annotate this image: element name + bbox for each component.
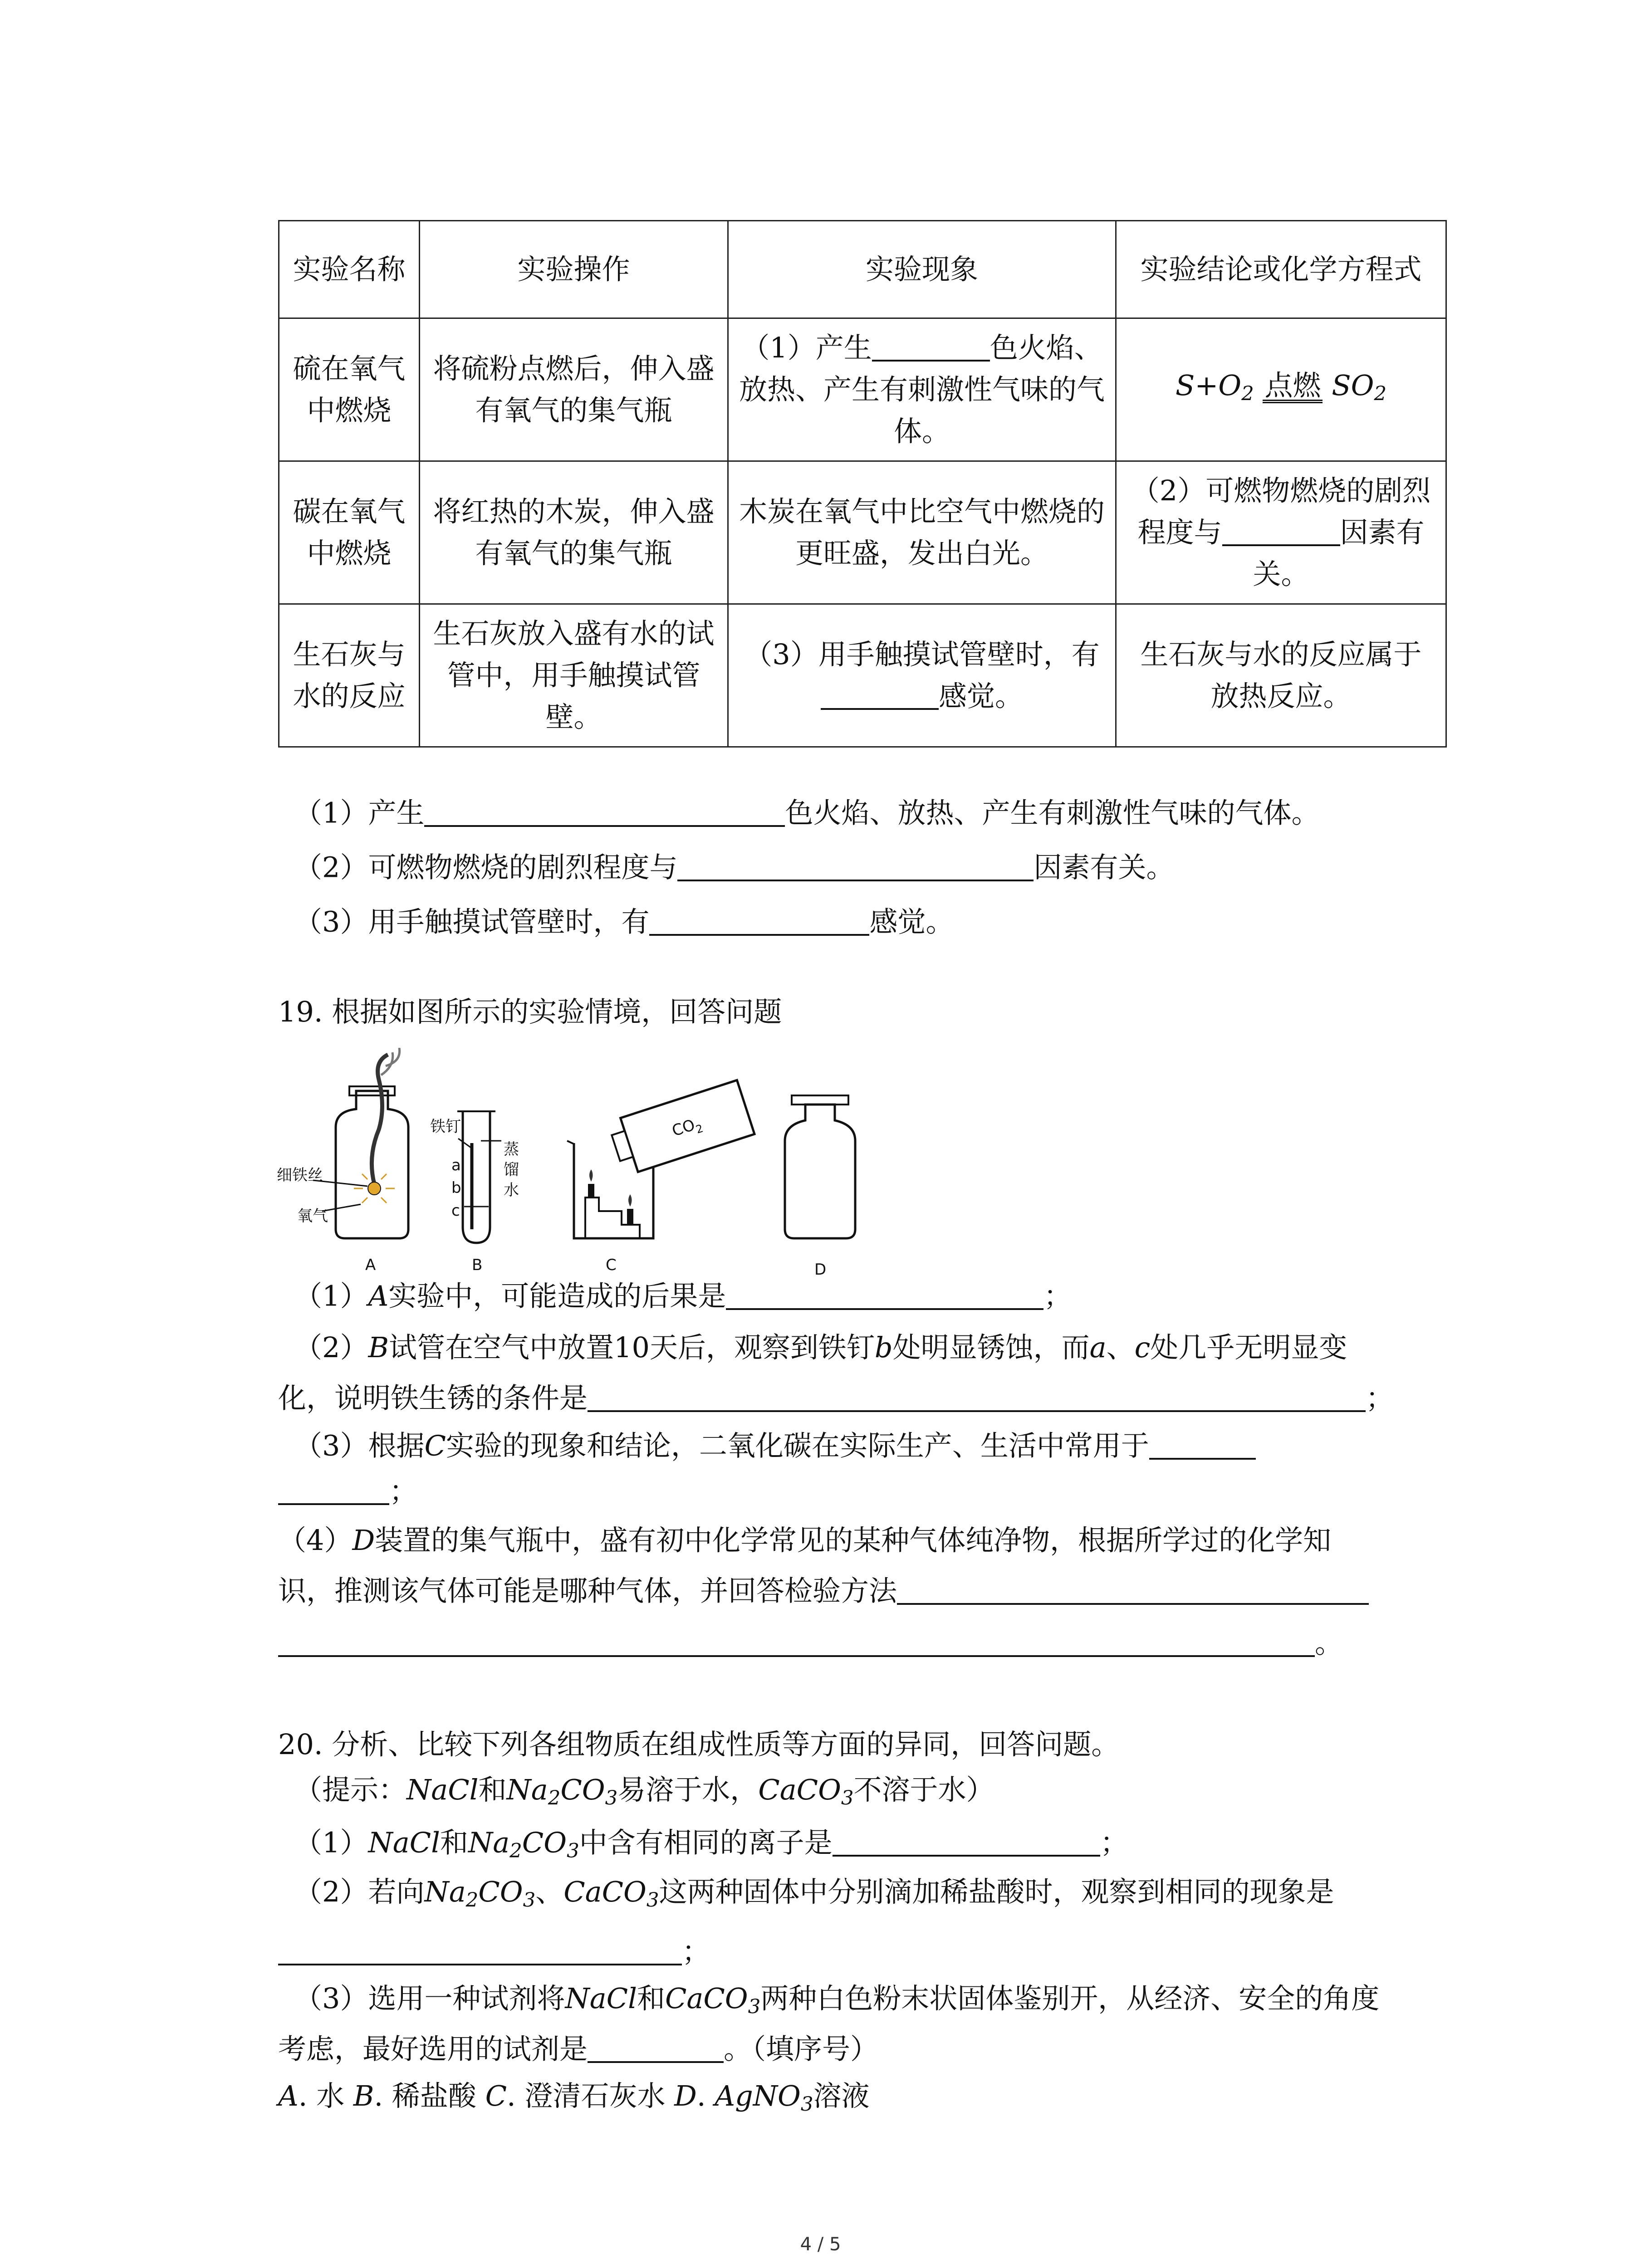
- answer-line-1: （1）产生 色火焰、放热、产生有刺激性气味的气体。: [294, 796, 1320, 830]
- caption-c: C: [606, 1256, 617, 1274]
- answer-blank[interactable]: [278, 1628, 1315, 1657]
- apparatus-d: [785, 1095, 855, 1238]
- cell-phenomenon: （1）产生 色火焰、放热、产生有刺激性气味的气体。: [728, 318, 1116, 461]
- answer-line-3: （3）用手触摸试管壁时，有 感觉。: [294, 905, 954, 938]
- caption-a: A: [365, 1256, 376, 1274]
- label-water: 蒸: [504, 1140, 519, 1158]
- q20-part-2-cont: ；: [278, 1937, 710, 1966]
- q19-part-2: （2）B试管在空气中放置10天后，观察到铁钉b处明显锈蚀，而a、c处几乎无明显变: [294, 1331, 1347, 1364]
- table-row: [279, 318, 1446, 461]
- q19-part-3: （3）根据C实验的现象和结论，二氧化碳在实际生产、生活中常用于: [294, 1431, 1256, 1460]
- label-water: 水: [504, 1181, 519, 1199]
- label-co2: $CO_2$: [670, 1116, 705, 1140]
- answer-blank[interactable]: [278, 1937, 682, 1965]
- q20-part-1: （1）NaCl和$Na_2CO_3$中含有相同的离子是 ；: [294, 1826, 1128, 1862]
- apparatus-b: [430, 1111, 519, 1243]
- cell-conclusion: 生石灰与水的反应属于放热反应。: [1116, 604, 1446, 747]
- experiment-figure: [277, 1048, 912, 1284]
- answer-blank[interactable]: [424, 798, 785, 827]
- cell-operation: 生石灰放入盛有水的试管中，用手触摸试管壁。: [420, 604, 728, 747]
- answer-blank[interactable]: [677, 853, 1034, 881]
- label-iron-wire: 细铁丝: [277, 1166, 323, 1184]
- answer-blank[interactable]: [278, 1476, 389, 1505]
- experiment-table: [278, 220, 1447, 748]
- answer-blank[interactable]: [897, 1576, 1369, 1605]
- label-iron-nail: 铁钉: [430, 1118, 461, 1136]
- q20-part-3-cont: 考虑，最好选用的试剂是 。（填序号）: [278, 2032, 879, 2066]
- q19-part-1: （1）A实验中，可能造成的后果是 ；: [294, 1279, 1072, 1313]
- label-oxygen: 氧气: [297, 1207, 328, 1225]
- caption-b: B: [472, 1256, 483, 1274]
- answer-line-2: （2）可燃物燃烧的剧烈程度与 因素有关。: [294, 850, 1175, 884]
- q20-part-3: （3）选用一种试剂将NaCl和CaCO$_3$两种白色粉末状固体鉴别开，从经济、安全的角度: [294, 1982, 1380, 2018]
- table-row: [279, 604, 1446, 747]
- q19-part-3-cont: ；: [278, 1476, 417, 1505]
- point-label: a: [451, 1156, 461, 1174]
- label-water: 馏: [504, 1161, 519, 1179]
- cell-equation: $S+O_2$ 点燃 $SO_2$: [1116, 318, 1446, 461]
- question-20-stem: 20. 分析、比较下列各组物质在组成性质等方面的异同，回答问题。: [278, 1728, 1120, 1761]
- cell-name: 硫在氧气中燃烧: [279, 318, 420, 461]
- answer-blank[interactable]: [588, 2034, 724, 2063]
- header-name: 实验名称: [279, 221, 420, 318]
- cell-operation: 将红热的木炭，伸入盛有氧气的集气瓶: [420, 461, 728, 604]
- table-row: [279, 461, 1446, 604]
- caption-d: D: [814, 1261, 827, 1279]
- header-operation: 实验操作: [420, 221, 728, 318]
- answer-blank[interactable]: [1149, 1431, 1256, 1460]
- cell-name: 生石灰与水的反应: [279, 604, 420, 747]
- q19-part-4-cont: 识，推测该气体可能是哪种气体，并回答检验方法: [278, 1576, 1369, 1605]
- apparatus-c: [567, 1080, 754, 1238]
- cell-conclusion: （2）可燃物燃烧的剧烈程度与 因素有关。: [1116, 461, 1446, 604]
- point-label: b: [451, 1179, 461, 1197]
- point-label: c: [451, 1202, 460, 1220]
- answer-blank[interactable]: [821, 681, 939, 710]
- cell-name: 碳在氧气中燃烧: [279, 461, 420, 604]
- q20-hint: （提示：NaCl和$Na_2CO_3$易溶于水，CaCO$_3$不溶于水）: [294, 1773, 994, 1809]
- cell-phenomenon: （3）用手触摸试管壁时，有感觉。: [728, 604, 1116, 747]
- answer-blank[interactable]: [726, 1281, 1043, 1310]
- answer-blank[interactable]: [833, 1828, 1100, 1857]
- cell-phenomenon: 木炭在氧气中比空气中燃烧的更旺盛，发出白光。: [728, 461, 1116, 604]
- answer-blank[interactable]: [588, 1383, 1366, 1412]
- page-number: 4 / 5: [800, 2234, 841, 2255]
- q20-options: A. 水 B. 稀盐酸 C. 澄清石灰水 D. AgNO$_3$溶液: [278, 2079, 870, 2116]
- q19-part-4-cont2: 。: [278, 1628, 1343, 1657]
- header-conclusion: 实验结论或化学方程式: [1116, 221, 1446, 318]
- answer-blank[interactable]: [872, 333, 990, 362]
- apparatus-a: [277, 1048, 408, 1238]
- header-phenomenon: 实验现象: [728, 221, 1116, 318]
- q20-part-2: （2）若向$Na_2CO_3$、CaCO$_3$这两种固体中分别滴加稀盐酸时，观察到相同的现象是: [294, 1875, 1334, 1911]
- table-header-row: [279, 221, 1446, 318]
- answer-blank[interactable]: [649, 907, 869, 936]
- reaction-condition: 点燃: [1263, 371, 1323, 403]
- q19-part-4: （4）D装置的集气瓶中，盛有初中化学常见的某种气体纯净物，根据所学过的化学知: [278, 1524, 1332, 1557]
- cell-operation: 将硫粉点燃后，伸入盛有氧气的集气瓶: [420, 318, 728, 461]
- question-19-stem: 19. 根据如图所示的实验情境，回答问题: [278, 995, 782, 1028]
- q19-part-2-cont: 化，说明铁生锈的条件是 ；: [278, 1381, 1394, 1415]
- answer-blank[interactable]: [1222, 518, 1340, 546]
